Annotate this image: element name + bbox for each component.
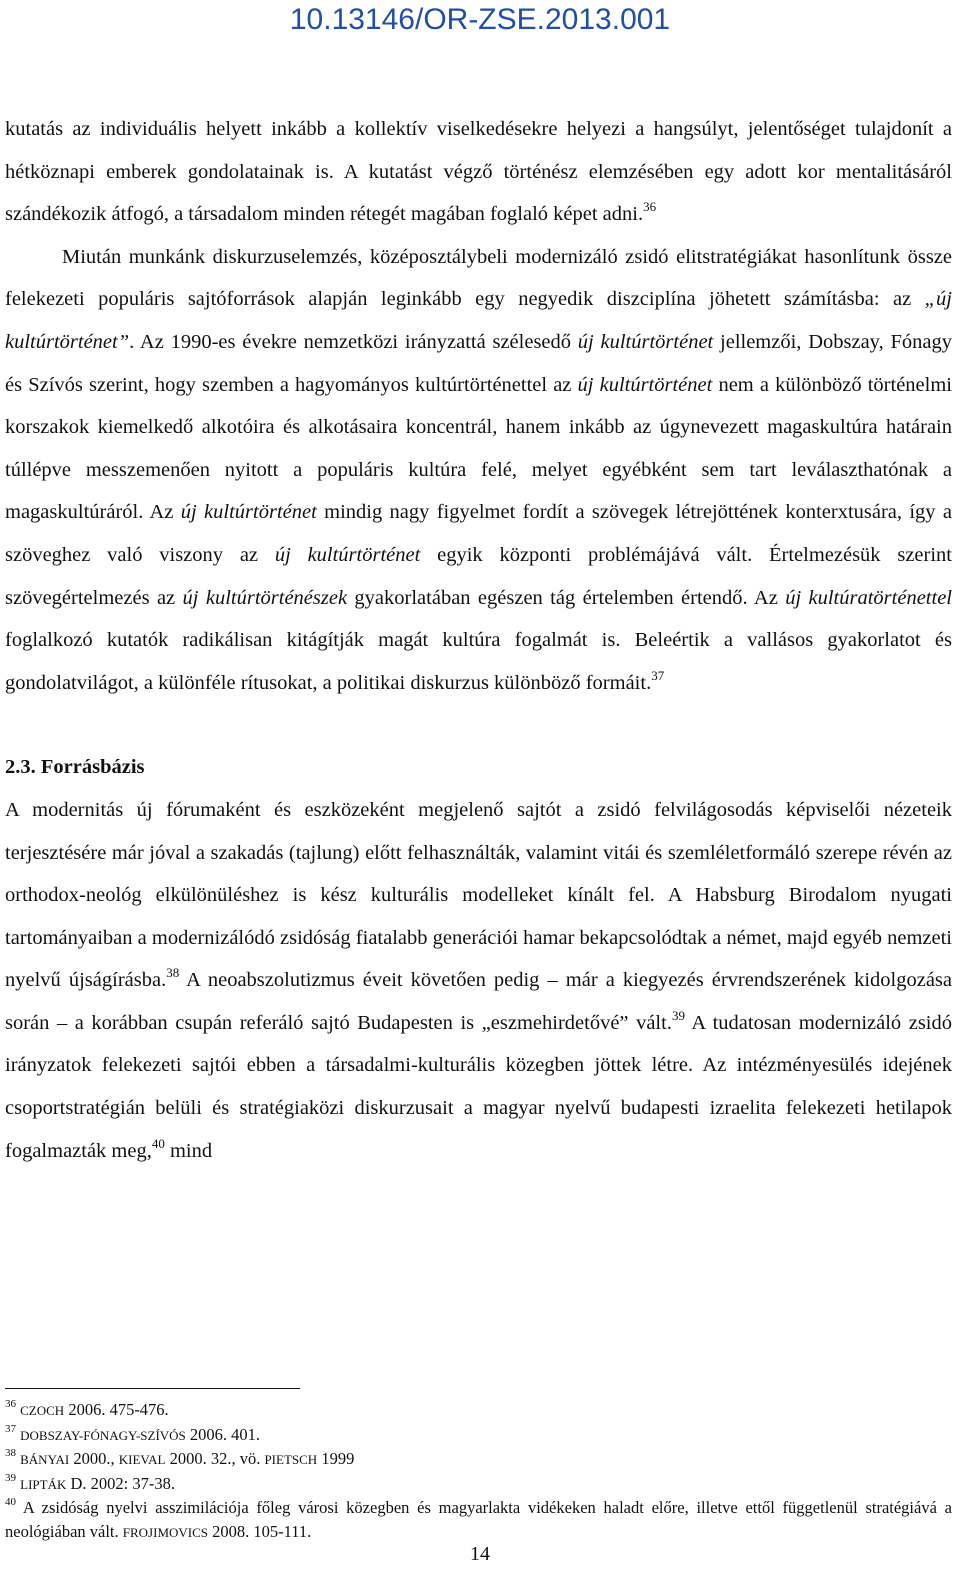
footnote-ref-39[interactable]: 39 [671,1007,685,1023]
paragraph-2: Miután munkánk diskurzuselemzés, középosztálybeli modernizáló zsidó elitstratégiákat hasonlítunk össze felekezeti populáris sajtóforrások alapján leginkább egy negyedik diszciplína jöhetett számításba: az „új kultúrtörténet”. Az 1990-es évekre nemzetközi irányzattá szélesedő új kultúrtörténet jellemzői, Dobszay, Fónagy és Szívós szerint, hogy szemben a hagyományos kultúrtörténettel az új kultúrtörténet nem a különböző történelmi korszakok kiemelkedő alkotóira és alkotásaira koncentrál, hanem inkább az úgynevezett magaskultúra határain túllépve messzemenően nyitott a populáris kultúra felé, melyet egyébként sem tart leválaszthatónak a magaskultúráról. Az új kultúrtörténet mindig nagy figyelmet fordít a szövegek létrejöttének konterxtusára, így a szöveghez való viszony az új kultúrtörténet egyik központi problémájává vált. Értelmezésük szerint szövegértelmezés az új kultúrtörténészek gyakorlatában egészen tág értelemben értendő. Az új kultúratörténettel foglalkozó kutatók radikálisan kitágítják magát kultúra fogalmát is. Beleértik a vallásos gyakorlatot és gondolatvilágot, a különféle rítusokat, a politikai diskurzus különböző formáit.$^{37}$ [5,245,952,694]
footnote-36: $^{36}$ CZOCH 2006. 475-476. [5,1398,169,1419]
footnote-ref-36[interactable]: 36 [643,199,657,215]
page-number: 14 [470,1543,490,1565]
paragraph-3: A modernitás új fórumaként és eszközeként megjelenő sajtót a zsidó felvilágosodás képviselői nézeteik terjesztésére már jóval a szakadás (tajlung) előtt felhasználták, valamint vitái és szemléletformáló szerepe révén az orthodox-neológ elkülönüléshez is kész kulturális modelleket kínált fel. A Habsburg Birodalom nyugati tartományaiban a modernizálódó zsidóság fiatalabb generációi hamar bekapcsolódtak a német, majd egyéb nemzeti nyelvű újságírásba.$^{38}$ A neoabszolutizmus éveit követően pedig – már a kiegyezés érvrendszerének kidolgozása során – a korábban csupán referáló sajtó Budapesten is „eszmehirdetővé” vált.$^{39}$ A tudatosan modernizáló zsidó irányzatok felekezeti sajtói ebben a társadalmi-kulturális közegben jöttek létre. Az intézményesülés idejének csoportstratégián belüli és stratégiaközi diskurzusait a magyar nyelvű budapesti izraelita felekezeti hetilapok fogalmazták meg,$^{40}$ mind [5,798,952,1162]
paragraph-1: kutatás az individuális helyett inkább a kollektív viselkedésekre helyezi a hangsúlyt, jelentőséget tulajdonít a hétköznapi emberek gondolatainak is. A kutatást végző történész elemzésében egy adott kor mentalitásáról szándékozik átfogó, a társadalom minden rétegét magában foglaló képet adni.$^{36}$ [5,118,952,226]
footnote-ref-40[interactable]: 40 [151,1135,165,1151]
footnote-ref-38[interactable]: 38 [166,965,180,981]
footnote-38: $^{38}$ BÁNYAI 2000., KIEVAL 2000. 32., vö. PIETSCH 1999 [5,1447,355,1468]
footnotes [5,1398,952,1544]
section-heading: 2.3. Forrásbázis [5,756,145,779]
footnote-separator [5,1388,300,1389]
footnote-37: $^{37}$ DOBSZAY-FÓNAGY-SZÍVÓS 2006. 401. [5,1422,261,1444]
footnote-ref-37[interactable]: 37 [651,667,665,683]
footnote-40: $^{40}$ A zsidóság nyelvi asszimilációja főleg városi közegben és magyarlakta vidékeken haladt előre, illetve ettől függetlenül stratégiává a neológiában vált. FROJIMOVICS 2008. 105-111. [5,1496,952,1541]
doi-header[interactable]: 10.13146/OR-ZSE.2013.001 [289,3,671,36]
main-text [5,108,952,1172]
footnote-39: $^{39}$ LIPTÁK D. 2002: 37-38. [5,1471,175,1493]
